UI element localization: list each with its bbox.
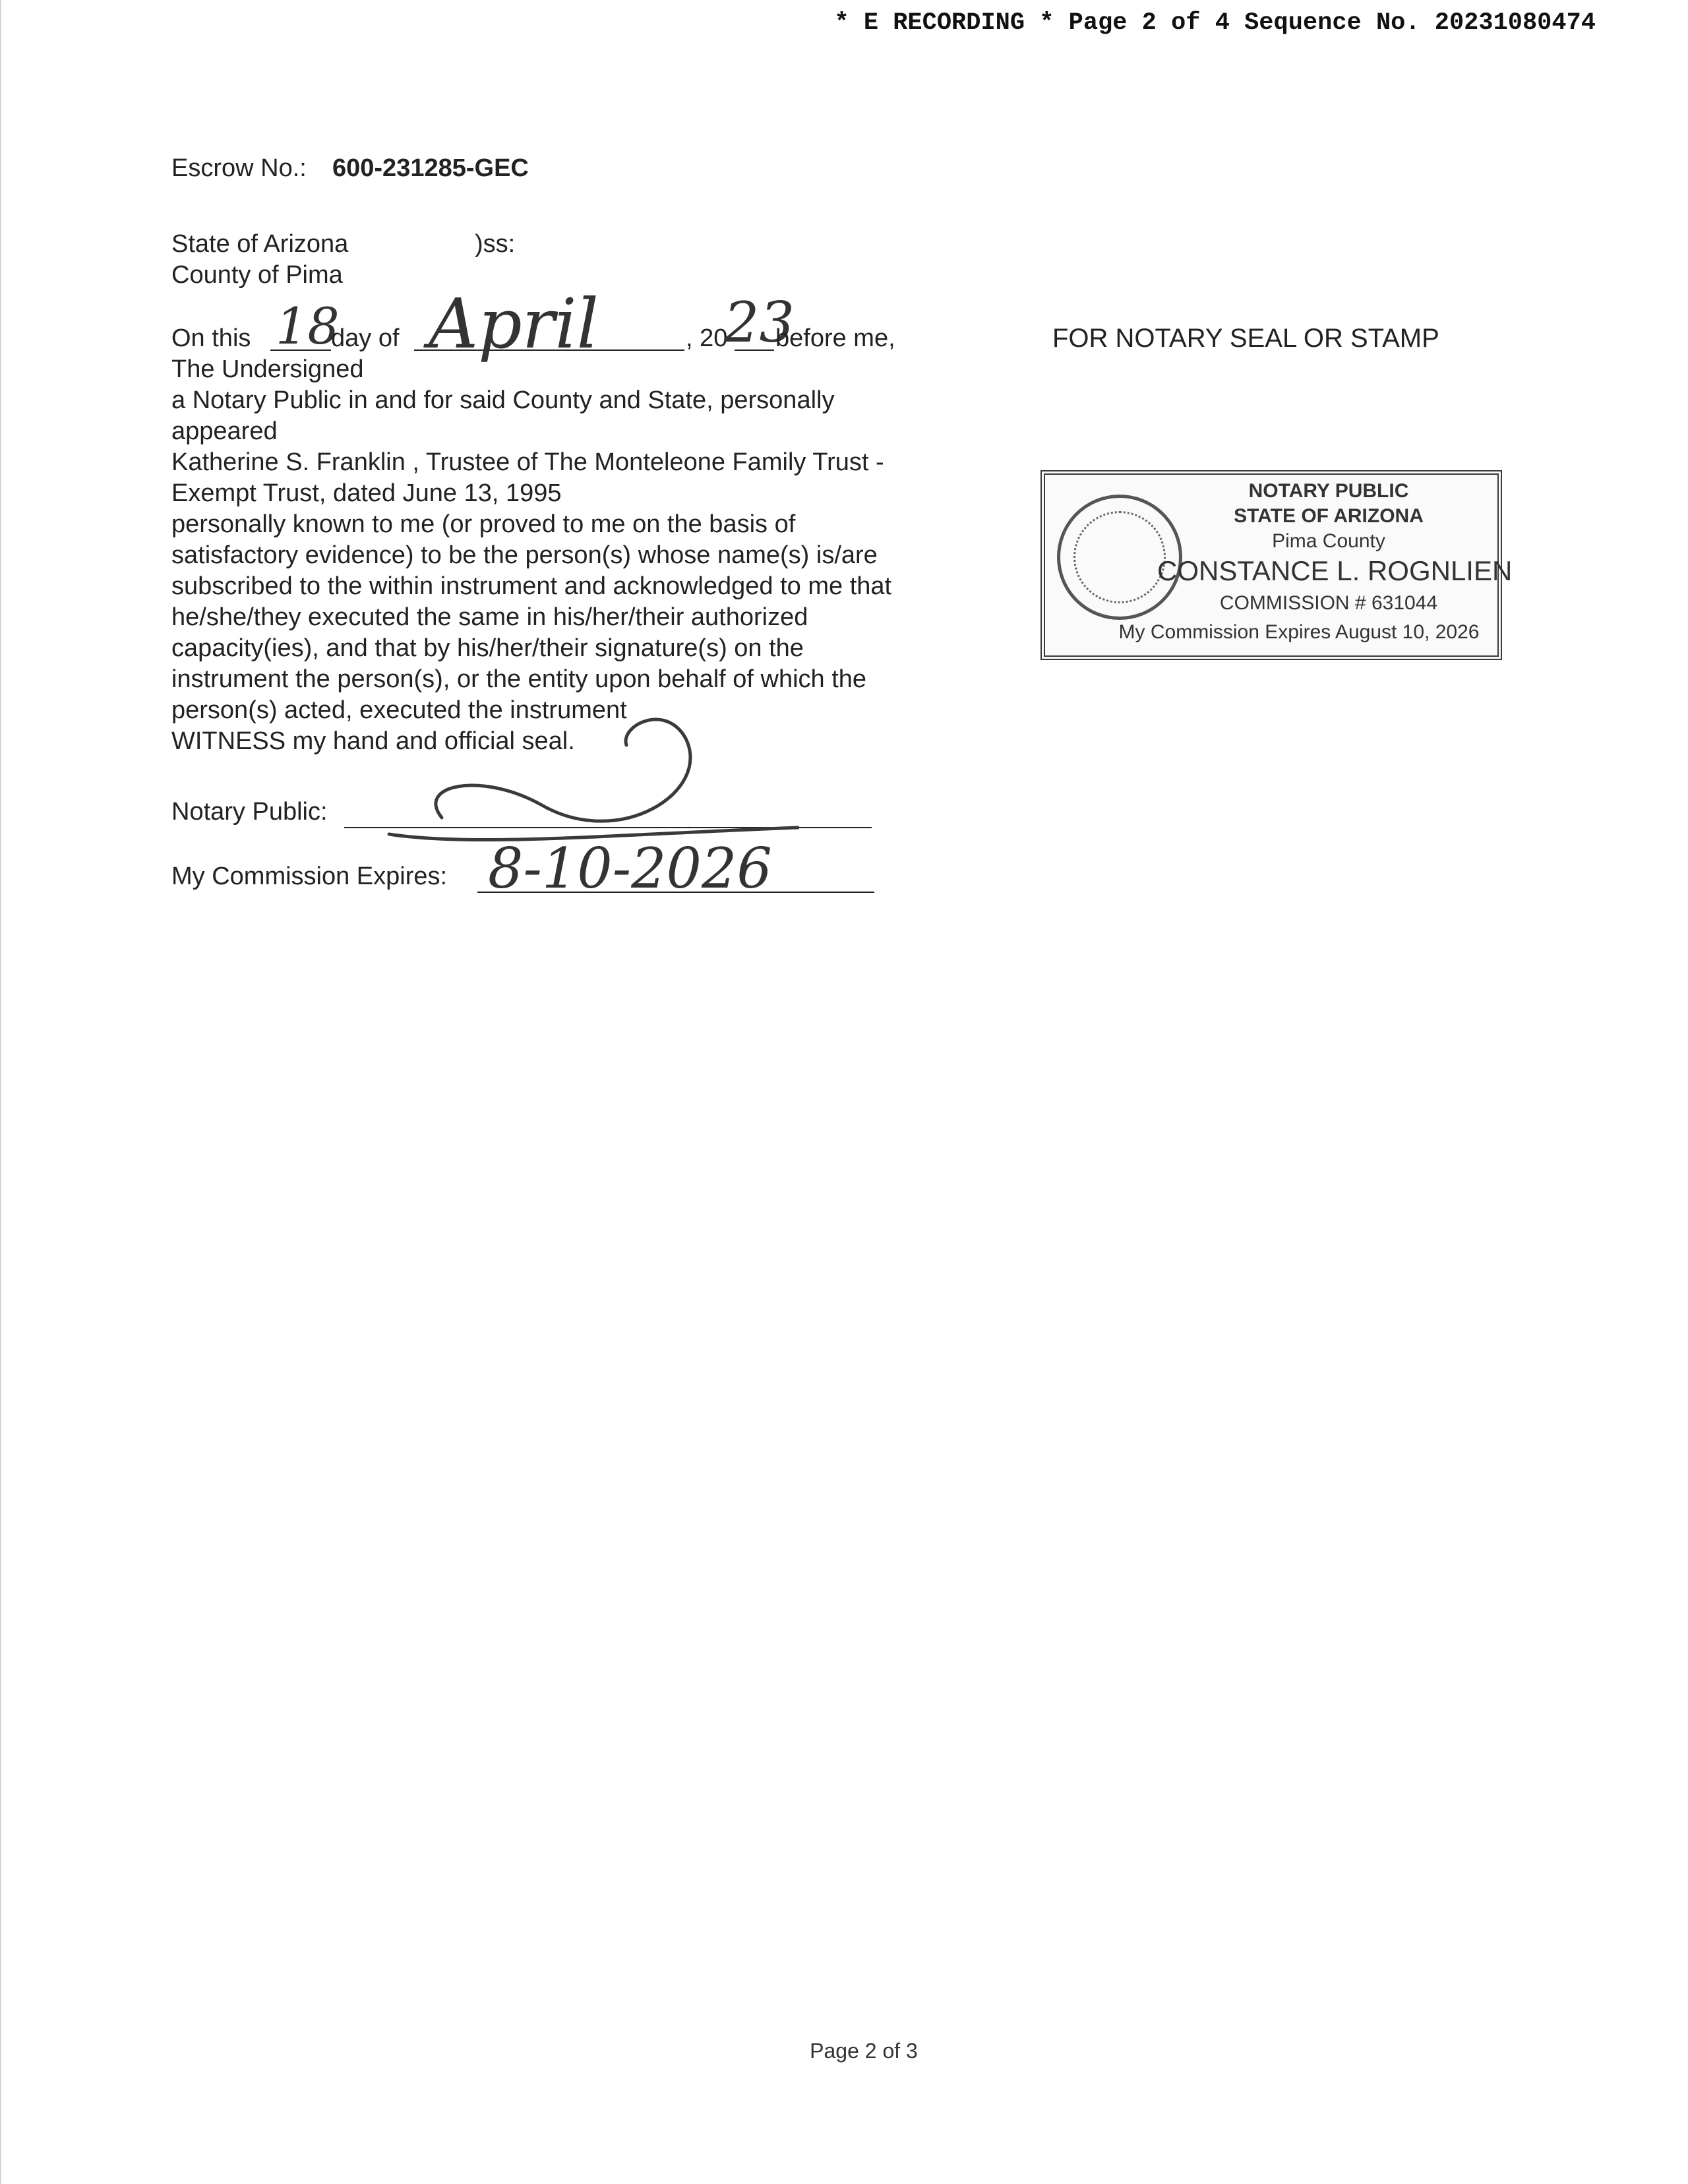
ack-line: personally known to me (or proved to me on the basis of [171, 510, 796, 538]
stamp-line: NOTARY PUBLIC [1248, 480, 1409, 502]
year-prefix: , 20 [686, 324, 728, 352]
venue-county: County of Pima [171, 261, 343, 289]
stamp-line: STATE OF ARIZONA [1234, 505, 1424, 527]
ack-line: he/she/they executed the same in his/her/their authorized [171, 603, 808, 631]
day-of-label: day of [331, 324, 400, 352]
ack-line: person(s) acted, executed the instrument [171, 696, 627, 724]
handwritten-year: 23 [724, 290, 795, 355]
ack-line: appeared [171, 417, 278, 445]
ack-line: Exempt Trust, dated June 13, 1995 [171, 479, 562, 507]
on-this-label: On this [171, 324, 251, 352]
escrow-label: Escrow No.: [171, 154, 307, 182]
page-number: Page 2 of 3 [810, 2039, 918, 2063]
handwritten-month: April [429, 284, 599, 364]
handwritten-commission-expires: 8-10-2026 [488, 836, 772, 901]
notary-stamp [1040, 470, 1513, 660]
recording-header: * E RECORDING * Page 2 of 4 Sequence No. 20231080474 [834, 9, 1596, 37]
stamp-line: Pima County [1272, 530, 1385, 552]
ack-line: instrument the person(s), or the entity upon behalf of which the [171, 665, 867, 693]
ack-line: Katherine S. Franklin , Trustee of The Monteleone Family Trust - [171, 448, 884, 476]
ack-line: The Undersigned [171, 355, 364, 383]
notary-public-label: Notary Public: [171, 798, 328, 826]
stamp-line: COMMISSION # 631044 [1219, 592, 1438, 614]
ack-line: subscribed to the within instrument and acknowledged to me that [171, 572, 892, 600]
ack-line: a Notary Public in and for said County and State, personally [171, 386, 835, 414]
commission-expires-label: My Commission Expires: [171, 863, 448, 890]
stamp-line: My Commission Expires August 10, 2026 [1118, 621, 1480, 643]
venue-ss: )ss: [475, 230, 516, 258]
notary-seal-label: FOR NOTARY SEAL OR STAMP [1052, 324, 1439, 353]
ack-line: capacity(ies), and that by his/her/their signature(s) on the [171, 634, 804, 662]
notary-signature [343, 699, 923, 857]
venue-state: State of Arizona [171, 230, 349, 258]
handwritten-day: 18 [276, 297, 340, 355]
page-left-border [0, 0, 1, 2184]
stamp-line: CONSTANCE L. ROGNLIEN [1157, 555, 1513, 586]
ack-line: satisfactory evidence) to be the person(s) whose name(s) is/are [171, 541, 878, 569]
ack-line: WITNESS my hand and official seal. [171, 727, 575, 755]
before-me-label: before me, [775, 324, 895, 352]
escrow-number: 600-231285-GEC [332, 154, 529, 182]
